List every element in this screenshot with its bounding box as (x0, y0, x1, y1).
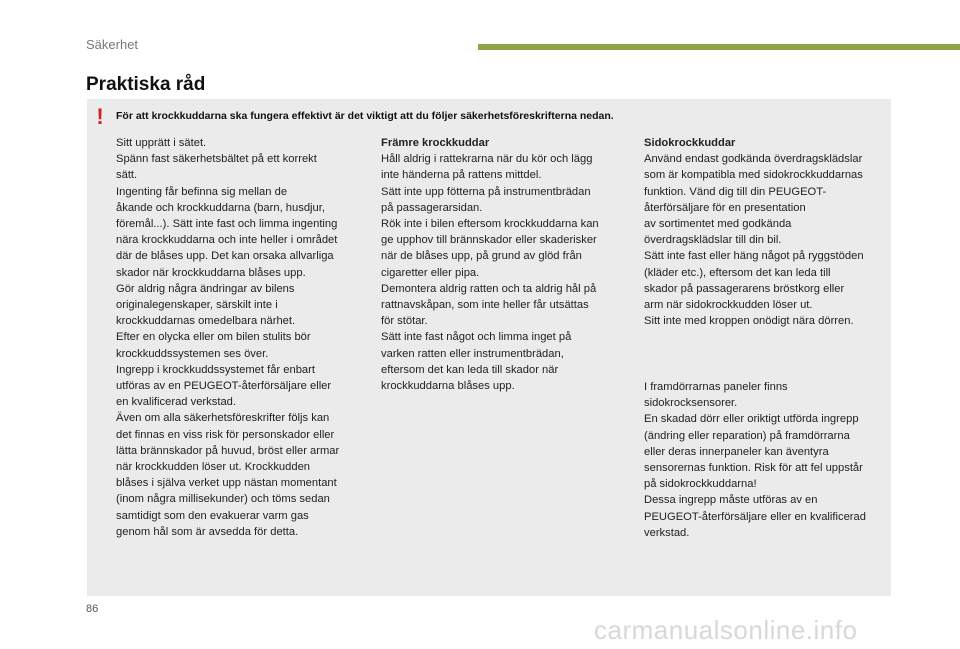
column-left-body: Sitt upprätt i sätet. Spänn fast säkerhetsbältet på ett korrekt sätt. Ingenting får befinna sig mellan de åkande och krockkuddarna (barn, husdjur, föremål...). Sätt inte fast och limma ingenting nära krockkuddarna och inte heller i området där de blåses upp. Det kan orsaka allvarliga skador när krockkuddarna blåses upp. Gör aldrig några ändringar av bilens originalegenskaper, särskilt inte i krockkuddarnas omedelbara närhet. Efter en olycka eller om bilen stulits bör krockkuddssystemen ses över. Ingrepp i krockkuddssystemet får enbart utföras av en PEUGEOT-återförsäljare eller en kvalificerad verkstad. Även om alla säkerhetsföreskrifter följs kan det finnas en viss risk för personskador eller lätta brännskador på huvud, bröst eller armar när krockkudden löser ut. Krockkudden blåses i själva verket upp nästan momentant (inom några millisekunder) och töms sedan samtidigt som den evakuerar varm gas genom hål som är avsedda för detta. (116, 137, 340, 538)
column-middle (381, 135, 621, 394)
column-right-body2: I framdörrarnas paneler finns sidokrocksensorer. En skadad dörr eller oriktigt utförda ingrepp (ändring eller reparation) på framdörrarna eller deras innerpaneler kan äventyra sensorernas funktion. Risk för att fel uppstår på sidokrockkuddarna! Dessa ingrepp måste utföras av en PEUGEOT-återförsäljare eller en kvalificerad verkstad. (644, 381, 866, 539)
column-middle-body: Håll aldrig i rattekrarna när du kör och lägg inte händerna på rattens mittdel. Sätt inte upp fötterna på instrumentbrädan på passagerarsidan. Rök inte i bilen eftersom krockkuddarna kan ge upphov till brännskador eller skaderisker när de blåses upp, på grund av glöd från cigaretter eller pipa. Demontera aldrig ratten och ta aldrig hål på rattnavskåpan, som inte heller får utsättas för stötar. Sätt inte fast något och limma inget på varken ratten eller instrumentbrädan, eftersom det kan leda till skador när krockkuddarna blåses upp. (381, 153, 599, 393)
exclamation-warning-icon: ! (96, 104, 104, 129)
header-accent-bar (478, 44, 960, 50)
column-right (644, 135, 884, 329)
page-title: Praktiska råd (86, 74, 206, 95)
page-number: 86 (86, 603, 99, 615)
column-right-heading: Sidokrockkuddar (644, 137, 736, 149)
column-right-lower (644, 379, 884, 541)
warning-text: För att krockkuddarna ska fungera effektivt är det viktigt att du följer säkerhetsföreskrifterna nedan. (116, 110, 614, 122)
column-right-body: Använd endast godkända överdragsklädslar som är kompatibla med sidokrockkuddarnas funktion. Vänd dig till din PEUGEOT- återförsäljare för en presentation av sortimentet med godkända överdragsklädslar till din bil. Sätt inte fast eller häng något på ryggstöden (kläder etc.), eftersom det kan leda till skador på passagerarens bröstkorg eller arm när sidokrockkudden löser ut. Sitt inte med kroppen onödigt nära dörren. (644, 153, 864, 328)
column-left (116, 135, 360, 540)
column-middle-heading: Främre krockkuddar (381, 137, 490, 149)
section-label: Säkerhet (86, 37, 139, 52)
watermark: carmanualsonline.info (594, 615, 858, 645)
